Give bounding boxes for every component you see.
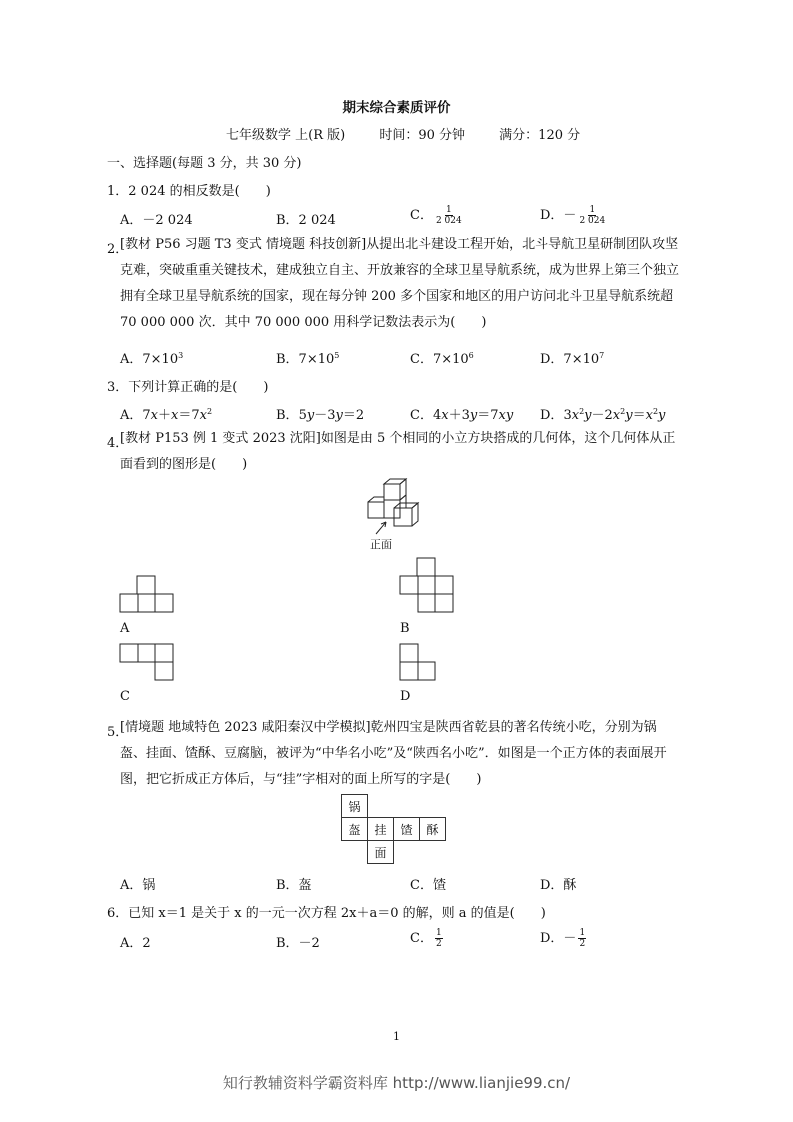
question-6-stem: 6．已知 x＝1 是关于 x 的一元一次方程 2x＋a＝0 的解，则 a 的值是( ) bbox=[107, 906, 546, 921]
question-2-number: 2． bbox=[107, 242, 129, 257]
fraction: $\frac{1}{2}$ bbox=[579, 928, 586, 949]
q5-option-d: D．酥 bbox=[540, 878, 577, 893]
q1-option-c: C． $\frac{1}{2 024}$ bbox=[410, 205, 462, 226]
q3-option-a: A．$7x+x=7x^2$ bbox=[120, 407, 213, 423]
q2-option-d: D．$7\times 10^7$ bbox=[540, 351, 605, 367]
question-5-number: 5． bbox=[107, 725, 129, 740]
q1-option-d: D．－ $\frac{1}{2 024}$ bbox=[540, 205, 606, 226]
q2-option-b: B．$7\times 10^5$ bbox=[276, 351, 340, 367]
q4-label-a: A bbox=[120, 621, 130, 636]
question-3-stem: 3．下列计算正确的是( ) bbox=[107, 380, 269, 395]
q4-view-c bbox=[119, 643, 175, 681]
q6-option-c: C． $\frac{1}{2}$ bbox=[410, 928, 442, 949]
q4-view-d bbox=[399, 643, 439, 681]
q5-option-b: B．盔 bbox=[276, 878, 312, 893]
q4-label-d: D bbox=[400, 689, 411, 704]
q3-option-d: D．$3x^2y-2x^2y=x^2y$ bbox=[540, 407, 666, 423]
net-cell: 酥 bbox=[420, 818, 446, 841]
q4-view-a bbox=[119, 575, 175, 613]
q2-option-a: A．$7\times 10^3$ bbox=[120, 351, 184, 367]
q4-view-b bbox=[399, 557, 455, 615]
section-heading: 一、选择题(每题 3 分，共 30 分) bbox=[107, 156, 302, 171]
question-4-text: [教材 P153 例 1 变式 2023 沈阳]如图是由 5 个相同的小立方块搭成的几何体，这个几何体从正面看到的图形是( ) bbox=[120, 431, 676, 472]
time-label: 时间：90 分钟 bbox=[379, 128, 466, 143]
q4-label-c: C bbox=[120, 689, 130, 704]
page-title: 期末综合素质评价 bbox=[342, 100, 451, 116]
question-2-text: [教材 P56 习题 T3 变式 情境题 科技创新]从提出北斗建设工程开始，北斗导航卫星研制团队攻坚克难，突破重重关键技术，建成独立自主、开放兼容的全球卫星导航系统，成为世界上第三个独立拥有全球卫星导航系统的国家，现在每分钟 200 多个国家和地区的用户访问北斗卫星导航系统超 70 000 000 次．其中 70 000 000 用科学记数法表示为( ) bbox=[120, 237, 680, 330]
fraction: $\frac{1}{2 024}$ bbox=[435, 205, 462, 226]
q1-option-b: B．2 024 bbox=[276, 213, 336, 228]
q6-option-d: D．－ $\frac{1}{2}$ bbox=[540, 928, 586, 949]
q1-option-a: A．－2 024 bbox=[120, 213, 193, 228]
q5-option-a: A．锅 bbox=[120, 878, 156, 893]
net-cell: 面 bbox=[368, 841, 394, 864]
question-1-stem: 1．2 024 的相反数是( ) bbox=[107, 184, 271, 199]
exam-info bbox=[226, 124, 610, 143]
q3-option-b: B．5y－3y＝2 bbox=[276, 408, 365, 423]
q6-option-a: A．2 bbox=[120, 936, 151, 951]
front-label: 正面 bbox=[370, 538, 392, 551]
q2-option-c: C．$7\times 10^6$ bbox=[410, 351, 474, 367]
page-number: 1 bbox=[393, 1030, 400, 1043]
score-label: 满分：120 分 bbox=[499, 128, 581, 143]
q4-label-b: B bbox=[400, 621, 410, 636]
q6-option-b: B．－2 bbox=[276, 936, 320, 951]
q5-option-c: C．馇 bbox=[410, 878, 446, 893]
net-cell: 挂 bbox=[368, 818, 394, 841]
net-cell: 锅 bbox=[342, 795, 368, 818]
fraction: $\frac{1}{2 024}$ bbox=[579, 205, 606, 226]
net-cell: 馇 bbox=[394, 818, 420, 841]
question-4-number: 4． bbox=[107, 436, 129, 451]
question-5-text: [情境题 地域特色 2023 咸阳秦汉中学模拟]乾州四宝是陕西省乾县的著名传统小吃，分别为锅盔、挂面、馇酥、豆腐脑，被评为“中华名小吃”及“陕西名小吃”．如图是一个正方体的表面展开图，把它折成正方体后，与“挂”字相对的面上所写的字是( ) bbox=[120, 720, 667, 787]
fraction: $\frac{1}{2}$ bbox=[435, 928, 442, 949]
cube-net bbox=[341, 794, 446, 864]
grade-label: 七年级数学 上(R 版) bbox=[226, 128, 346, 143]
net-cell: 盔 bbox=[342, 818, 368, 841]
q3-option-c: C．4x＋3y＝7xy bbox=[410, 408, 514, 423]
footer-watermark: 知行教辅资料学霸资料库 http://www.lianjie99.cn/ bbox=[222, 1074, 571, 1092]
